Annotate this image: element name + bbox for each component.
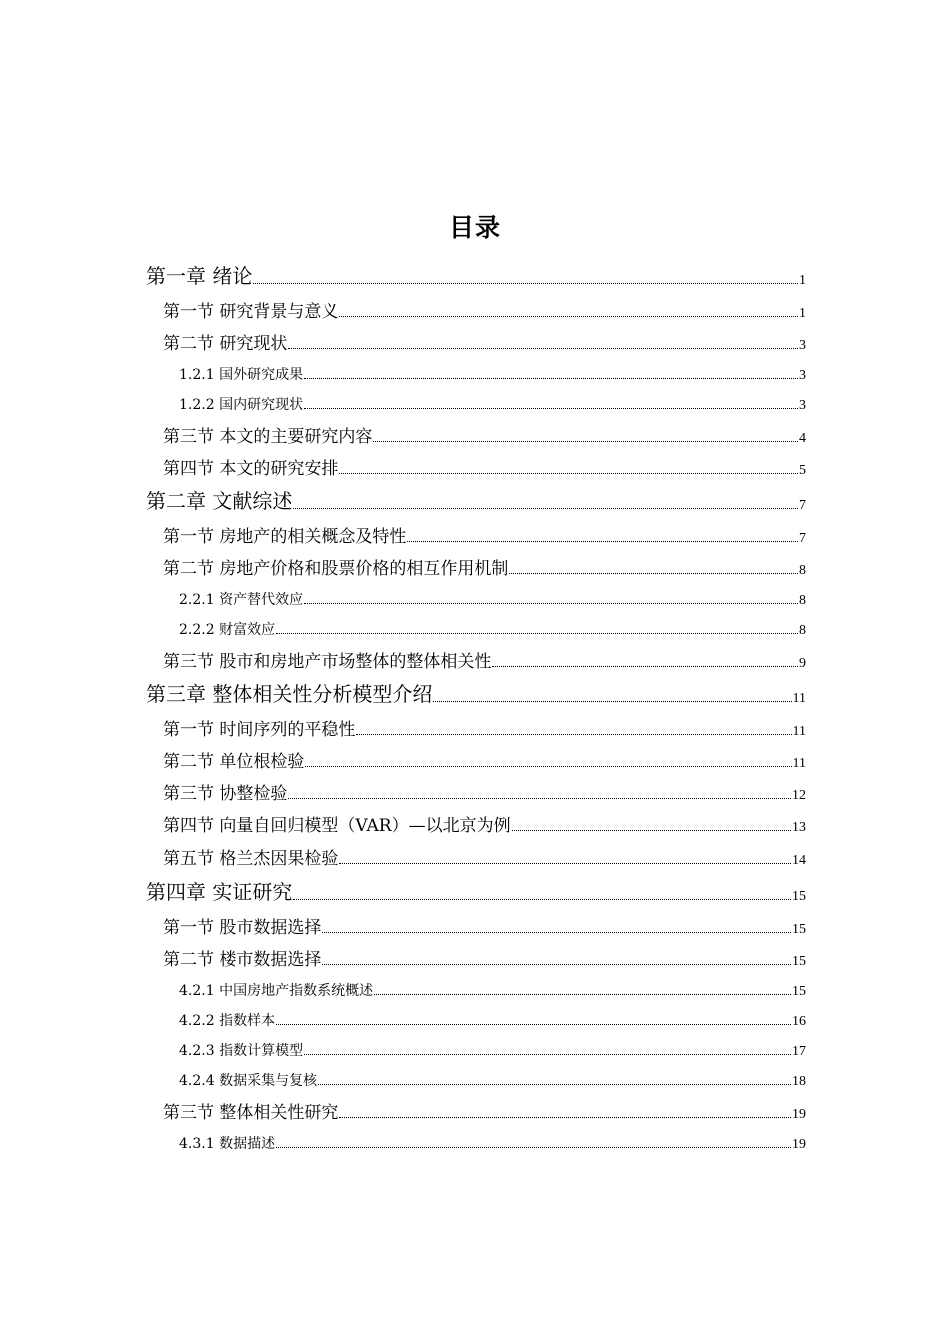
- toc-entry-page-number: 17: [792, 1044, 806, 1059]
- toc-entry-page-number: 11: [792, 691, 806, 706]
- toc-entry-page-number: 8: [799, 623, 806, 638]
- toc-entry-text: 4.2.4 数据采集与复核: [179, 1073, 318, 1089]
- toc-entry-text: 第三节 整体相关性研究: [163, 1103, 339, 1123]
- toc-entry[interactable]: [146, 879, 806, 905]
- dot-leader: [293, 898, 791, 900]
- toc-entry[interactable]: [179, 396, 806, 414]
- toc-entry-page-number: 16: [792, 1014, 806, 1029]
- toc-entry-page-number: 15: [792, 922, 806, 937]
- toc-entry-text: 第二节 研究现状: [163, 334, 288, 354]
- dot-leader: [374, 993, 791, 995]
- toc-entry-text: 2.2.2 财富效应: [179, 622, 276, 638]
- dot-leader: [492, 665, 798, 667]
- toc-entry-text: 第四节 本文的研究安排: [163, 459, 339, 479]
- toc-entry[interactable]: [163, 847, 806, 869]
- toc-entry[interactable]: [179, 982, 806, 1000]
- dot-leader: [304, 602, 798, 604]
- toc-entry[interactable]: [163, 300, 806, 322]
- toc-entry-page-number: 11: [792, 724, 806, 739]
- dot-leader: [253, 282, 798, 284]
- toc-entry-page-number: 11: [792, 756, 806, 771]
- toc-entry[interactable]: [163, 557, 806, 579]
- toc-entry[interactable]: [163, 782, 806, 804]
- toc-entry-page-number: 19: [792, 1107, 806, 1122]
- toc-entry[interactable]: [179, 591, 806, 609]
- dot-leader: [339, 1116, 791, 1118]
- toc-entry-page-number: 15: [792, 889, 806, 904]
- toc-entry-page-number: 12: [792, 788, 806, 803]
- toc-entry[interactable]: [146, 263, 806, 289]
- toc-entry[interactable]: [163, 916, 806, 938]
- toc-entry-text: 第三节 本文的主要研究内容: [163, 427, 373, 447]
- toc-entry-text: 第四节 向量自回归模型（VAR）—以北京为例: [163, 816, 511, 836]
- toc-entry-text: 第一节 房地产的相关概念及特性: [163, 527, 407, 547]
- toc-entry-page-number: 5: [799, 463, 806, 478]
- toc-entry-page-number: 14: [792, 853, 806, 868]
- dot-leader: [304, 407, 798, 409]
- dot-leader: [276, 632, 798, 634]
- toc-entry-text: 第三节 协整检验: [163, 784, 288, 804]
- toc-entry[interactable]: [146, 488, 806, 514]
- toc-entry-page-number: 3: [799, 338, 806, 353]
- toc-entry-text: 1.2.2 国内研究现状: [179, 397, 304, 413]
- toc-entry[interactable]: [163, 425, 806, 447]
- toc-entry-page-number: 1: [799, 273, 806, 288]
- toc-entry-page-number: 15: [792, 954, 806, 969]
- toc-entry-text: 第一节 股市数据选择: [163, 918, 322, 938]
- toc-entry-text: 第二节 房地产价格和股票价格的相互作用机制: [163, 559, 509, 579]
- toc-entry-page-number: 8: [799, 563, 806, 578]
- toc-entry[interactable]: [179, 1072, 806, 1090]
- dot-leader: [304, 1053, 791, 1055]
- dot-leader: [293, 507, 798, 509]
- dot-leader: [322, 931, 791, 933]
- dot-leader: [276, 1023, 791, 1025]
- toc-entry-page-number: 9: [799, 656, 806, 671]
- dot-leader: [373, 440, 798, 442]
- toc-entry-page-number: 19: [792, 1137, 806, 1152]
- toc-entry-text: 第一节 研究背景与意义: [163, 302, 339, 322]
- dot-leader: [288, 347, 798, 349]
- toc-entry[interactable]: [146, 681, 806, 707]
- toc-entry-page-number: 7: [799, 531, 806, 546]
- toc-title: 目录: [448, 213, 501, 242]
- dot-leader: [339, 315, 798, 317]
- dot-leader: [512, 829, 791, 831]
- toc-entry[interactable]: [163, 948, 806, 970]
- toc-entry[interactable]: [163, 525, 806, 547]
- toc-entry-page-number: 18: [792, 1074, 806, 1089]
- dot-leader: [305, 765, 791, 767]
- dot-leader: [322, 963, 791, 965]
- toc-entry-text: 第三章 整体相关性分析模型介绍: [146, 682, 433, 706]
- toc-entry-text: 第五节 格兰杰因果检验: [163, 849, 339, 869]
- toc-entry-text: 第一节 时间序列的平稳性: [163, 720, 356, 740]
- toc-entry-text: 第二节 楼市数据选择: [163, 950, 322, 970]
- toc-entry-text: 第二节 单位根检验: [163, 752, 305, 772]
- dot-leader: [433, 700, 791, 702]
- toc-entry[interactable]: [179, 1135, 806, 1153]
- toc-entry-page-number: 1: [799, 306, 806, 321]
- toc-entry-page-number: 7: [799, 498, 806, 513]
- toc-entry-text: 4.2.2 指数样本: [179, 1013, 276, 1029]
- dot-leader: [509, 572, 798, 574]
- toc-entry-text: 第一章 绪论: [146, 264, 253, 288]
- toc-entry[interactable]: [163, 1101, 806, 1123]
- dot-leader: [339, 472, 798, 474]
- toc-entry-text: 第四章 实证研究: [146, 880, 293, 904]
- toc-entry-page-number: 13: [792, 820, 806, 835]
- dot-leader: [276, 1146, 791, 1148]
- toc-entry[interactable]: [163, 750, 806, 772]
- toc-entry-text: 4.3.1 数据描述: [179, 1136, 276, 1152]
- toc-entry-page-number: 3: [799, 368, 806, 383]
- dot-leader: [339, 862, 791, 864]
- toc-entry[interactable]: [163, 650, 806, 672]
- dot-leader: [304, 377, 798, 379]
- toc-entry-page-number: 3: [799, 398, 806, 413]
- toc-entry[interactable]: [179, 1012, 806, 1030]
- toc-entry-page-number: 8: [799, 593, 806, 608]
- toc-entry[interactable]: [163, 814, 806, 836]
- dot-leader: [288, 797, 791, 799]
- toc-entry[interactable]: [179, 1042, 806, 1060]
- toc-entry-page-number: 15: [792, 984, 806, 999]
- toc-entry-text: 4.2.3 指数计算模型: [179, 1043, 304, 1059]
- toc-entry[interactable]: [163, 332, 806, 354]
- dot-leader: [318, 1083, 791, 1085]
- toc-entry-text: 第三节 股市和房地产市场整体的整体相关性: [163, 652, 492, 672]
- toc-entry[interactable]: [163, 457, 806, 479]
- toc-entry-page-number: 4: [799, 431, 806, 446]
- toc-entry-text: 4.2.1 中国房地产指数系统概述: [179, 983, 374, 999]
- toc-entry[interactable]: [163, 718, 806, 740]
- dot-leader: [407, 540, 798, 542]
- toc-entry[interactable]: [179, 366, 806, 384]
- dot-leader: [356, 733, 791, 735]
- toc-entry-text: 2.2.1 资产替代效应: [179, 592, 304, 608]
- toc-entry[interactable]: [179, 621, 806, 639]
- toc-entry-text: 第二章 文献综述: [146, 489, 293, 513]
- toc-entry-text: 1.2.1 国外研究成果: [179, 367, 304, 383]
